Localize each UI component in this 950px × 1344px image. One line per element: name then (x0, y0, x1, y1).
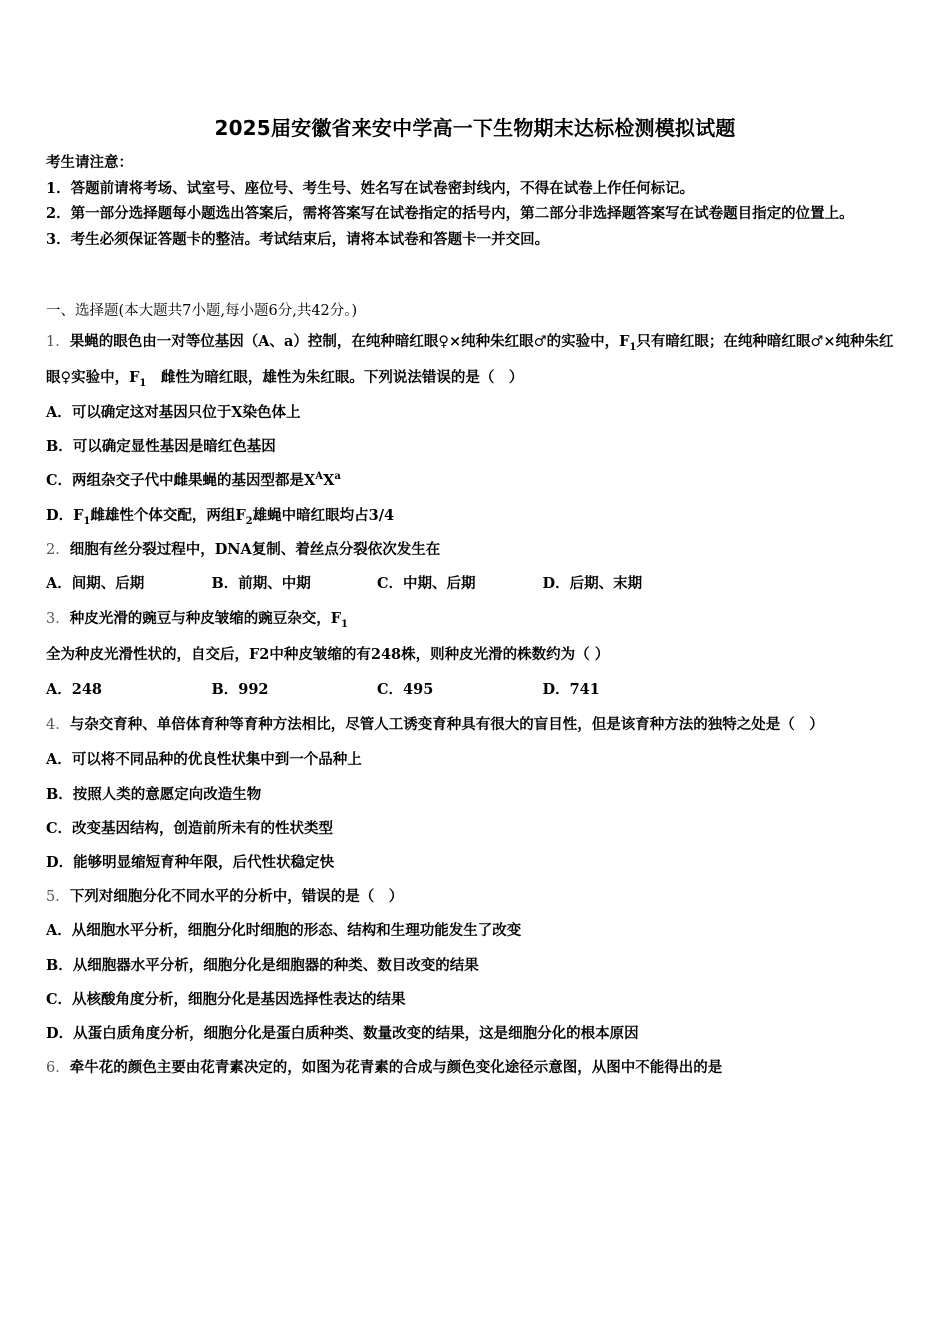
notice-item-3: 3．考生必须保证答题卡的整洁。考试结束后，请将本试卷和答题卡一并交回。 (46, 230, 550, 248)
option-a: A．间期、后期 (46, 575, 145, 593)
subscript: 1 (139, 377, 147, 389)
option-text: X (323, 472, 335, 490)
option-d: D．后期、末期 (542, 575, 643, 593)
question-number: 2． (46, 541, 70, 558)
question-text: 下列对细胞分化不同水平的分析中，错误的是（ ） (69, 888, 404, 906)
option-c: C．改变基因结构，创造前所未有的性状类型 (46, 819, 334, 837)
exam-notice (46, 150, 906, 252)
option-a: A．248 (46, 681, 103, 699)
question-4-stem (46, 707, 908, 743)
page-title: 2025届安徽省来安中学高一下生物期末达标检测模拟试题 (214, 116, 736, 140)
option-c: C．从核酸角度分析，细胞分化是基因选择性表达的结果 (46, 990, 406, 1008)
question-list (46, 298, 908, 1085)
question-number: 6． (46, 1060, 70, 1077)
option-c: C．中期、后期 (377, 575, 476, 593)
subscript: 1 (341, 619, 348, 631)
option-text: D．F (46, 506, 84, 524)
question-3-stem (46, 601, 908, 673)
option-a: A．可以确定这对基因只位于X染色体上 (46, 404, 301, 421)
option-c (46, 464, 908, 498)
option-c: C．495 (377, 681, 434, 699)
option-a: A．从细胞水平分析，细胞分化时细胞的形态、结构和生理功能发生了改变 (46, 922, 522, 940)
question-number: 4． (46, 717, 70, 734)
question-number: 5． (46, 889, 70, 906)
option-b: B．992 (211, 681, 269, 699)
question-number: 1． (46, 334, 70, 350)
subscript: 1 (629, 341, 637, 353)
option-b: B．从细胞器水平分析，细胞分化是细胞器的种类、数目改变的结果 (46, 956, 479, 974)
option-b: B．按照人类的意愿定向改造生物 (46, 785, 262, 803)
question-text: 全为种皮光滑性状的，自交后，F2中种皮皱缩的有248株，则种皮光滑的株数约为（ ） (46, 646, 610, 664)
option-text: C．两组杂交子代中雌果蝇的基因型都是X (46, 472, 316, 490)
question-text: 种皮光滑的豌豆与种皮皱缩的豌豆杂交，F (69, 610, 342, 628)
question-number: 3． (46, 611, 70, 628)
question-2-stem (46, 533, 908, 567)
question-text: 与杂交育种、单倍体育种等育种方法相比，尽管人工诱变育种具有很大的盲目性，但是该育种方法的独特之处是（ ） (69, 716, 824, 734)
notice-item-1: 1．答题前请将考场、试室号、座位号、考生号、姓名写在试卷密封线内，不得在试卷上作任何标记。 (46, 179, 695, 197)
notice-item-2: 2．第一部分选择题每小题选出答案后，需将答案写在试卷指定的括号内，第二部分非选择题答案写在试卷题目指定的位置上。 (46, 205, 854, 222)
option-text: 雄蝇中暗红眼均占3/4 (252, 506, 395, 524)
subscript: 2 (245, 515, 253, 527)
question-text: 果蝇的眼色由一对等位基因（A、a）控制，在纯种暗红眼♀×纯种朱红眼♂的实验中，F (69, 333, 630, 350)
option-d: D．能够明显缩短育种年限，后代性状稳定快 (46, 854, 335, 872)
option-d (46, 499, 908, 533)
question-text: 只有暗红眼；在纯种暗红眼♂×纯种朱红眼♀实验中，F (46, 333, 894, 386)
question-text: 细胞有丝分裂过程中，DNA复制、着丝点分裂依次发生在 (69, 540, 441, 558)
question-3-options (46, 673, 908, 707)
question-text: 雌性为暗红眼，雄性为朱红眼。下列说法错误的是（ ） (146, 369, 524, 386)
option-a: A．可以将不同品种的优良性状集中到一个品种上 (46, 751, 362, 769)
option-d: D．741 (542, 681, 600, 699)
question-2-options (46, 567, 908, 601)
question-6-stem (46, 1051, 908, 1085)
option-d: D．从蛋白质角度分析，细胞分化是蛋白质种类、数量改变的结果，这是细胞分化的根本原因 (46, 1025, 639, 1043)
section-heading: 一、选择题(本大题共7小题,每小题6分,共42分。) (46, 303, 358, 319)
superscript: a (334, 471, 341, 483)
superscript: A (315, 471, 324, 483)
question-5-stem (46, 880, 908, 914)
question-1-stem (46, 324, 908, 396)
option-b: B．前期、中期 (211, 575, 311, 593)
option-text: 雌雄性个体交配，两组F (90, 506, 246, 524)
option-b: B．可以确定显性基因是暗红色基因 (46, 438, 276, 456)
subscript: 1 (83, 515, 91, 527)
question-text: 牵牛花的颜色主要由花青素决定的，如图为花青素的合成与颜色变化途径示意图，从图中不能得出的是 (69, 1059, 723, 1077)
notice-header: 考生请注意： (46, 154, 133, 171)
